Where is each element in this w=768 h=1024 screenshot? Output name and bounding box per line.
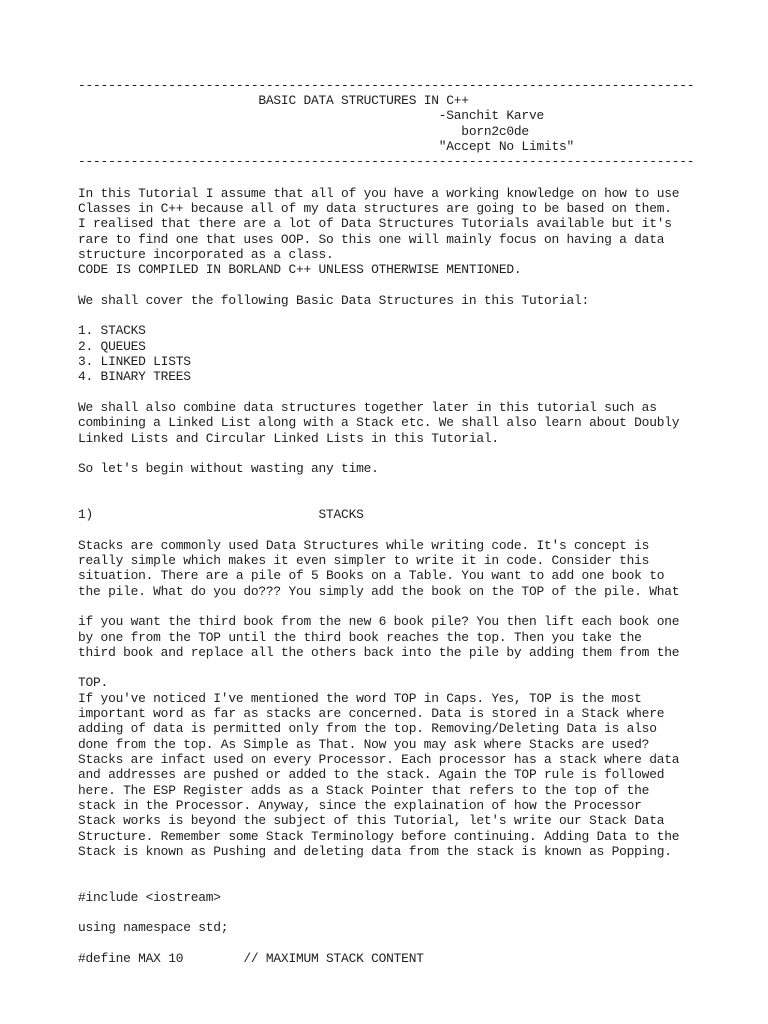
- author-name: -Sanchit Karve: [78, 108, 544, 123]
- top-paragraph-line: and addresses are pushed or added to the stack. Again the TOP rule is followed: [78, 767, 665, 782]
- cover-intro: We shall cover the following Basic Data Structures in this Tutorial:: [78, 293, 590, 308]
- list-item: 1. STACKS: [78, 323, 146, 338]
- combine-line: Linked Lists and Circular Linked Lists in this Tutorial.: [78, 431, 499, 446]
- combine-line: We shall also combine data structures together later in this tutorial such as: [78, 400, 657, 415]
- intro-line: structure incorporated as a class.: [78, 247, 334, 262]
- code-line: #include <iostream>: [78, 890, 221, 905]
- top-paragraph-line: done from the top. As Simple as That. Now you may ask where Stacks are used?: [78, 737, 650, 752]
- stacks-paragraph-line: TOP.: [78, 675, 109, 690]
- header-rule-bottom: ----------------------------------------------------------------------------------: [78, 154, 695, 169]
- intro-line: Classes in C++ because all of my data structures are going to be based on them.: [78, 201, 672, 216]
- stacks-paragraph-line: third book and replace all the others back into the pile by adding them from the: [78, 645, 680, 660]
- author-motto: "Accept No Limits": [78, 139, 575, 154]
- author-handle: born2c0de: [78, 124, 529, 139]
- stacks-paragraph-line: really simple which makes it even simpler to write it in code. Consider this: [78, 553, 650, 568]
- stacks-paragraph-line: situation. There are a pile of 5 Books on a Table. You want to add one book to: [78, 568, 665, 583]
- combine-line: combining a Linked List along with a Stack etc. We shall also learn about Doubly: [78, 415, 680, 430]
- stacks-paragraph-line: by one from the TOP until the third book reaches the top. Then you take the: [78, 630, 642, 645]
- top-paragraph-line: Stack works is beyond the subject of this Tutorial, let's write our Stack Data: [78, 813, 665, 828]
- list-item: 4. BINARY TREES: [78, 369, 191, 384]
- top-paragraph-line: Stack is known as Pushing and deleting data from the stack is known as Popping.: [78, 844, 672, 859]
- intro-line: In this Tutorial I assume that all of you have a working knowledge on how to use: [78, 186, 680, 201]
- stacks-paragraph-line: Stacks are commonly used Data Structures while writing code. It's concept is: [78, 538, 650, 553]
- stacks-paragraph-line: if you want the third book from the new 6 book pile? You then lift each book one: [78, 614, 680, 629]
- section-heading-stacks: 1) STACKS: [78, 507, 364, 522]
- top-paragraph-line: here. The ESP Register adds as a Stack Pointer that refers to the top of the: [78, 783, 650, 798]
- compiler-note: CODE IS COMPILED IN BORLAND C++ UNLESS OTHERWISE MENTIONED.: [78, 262, 522, 277]
- begin-line: So let's begin without wasting any time.: [78, 461, 379, 476]
- code-line: #define MAX 10 // MAXIMUM STACK CONTENT: [78, 951, 424, 966]
- intro-line: I realised that there are a lot of Data Structures Tutorials available but it's: [78, 216, 672, 231]
- intro-line: rare to find one that uses OOP. So this one will mainly focus on having a data: [78, 232, 665, 247]
- header-rule-top: ----------------------------------------------------------------------------------: [78, 78, 695, 93]
- top-paragraph-line: Stacks are infact used on every Processor. Each processor has a stack where data: [78, 752, 680, 767]
- top-paragraph-line: adding of data is permitted only from the top. Removing/Deleting Data is also: [78, 721, 657, 736]
- top-paragraph-line: stack in the Processor. Anyway, since the explaination of how the Processor: [78, 798, 642, 813]
- top-paragraph-line: important word as far as stacks are concerned. Data is stored in a Stack where: [78, 706, 665, 721]
- list-item: 2. QUEUES: [78, 339, 146, 354]
- stacks-paragraph-line: the pile. What do you do??? You simply add the book on the TOP of the pile. What: [78, 584, 680, 599]
- top-paragraph-line: Structure. Remember some Stack Terminology before continuing. Adding Data to the: [78, 829, 680, 844]
- code-line: using namespace std;: [78, 920, 229, 935]
- document-title: BASIC DATA STRUCTURES IN C++: [78, 93, 469, 108]
- top-paragraph-line: If you've noticed I've mentioned the word TOP in Caps. Yes, TOP is the most: [78, 691, 642, 706]
- list-item: 3. LINKED LISTS: [78, 354, 191, 369]
